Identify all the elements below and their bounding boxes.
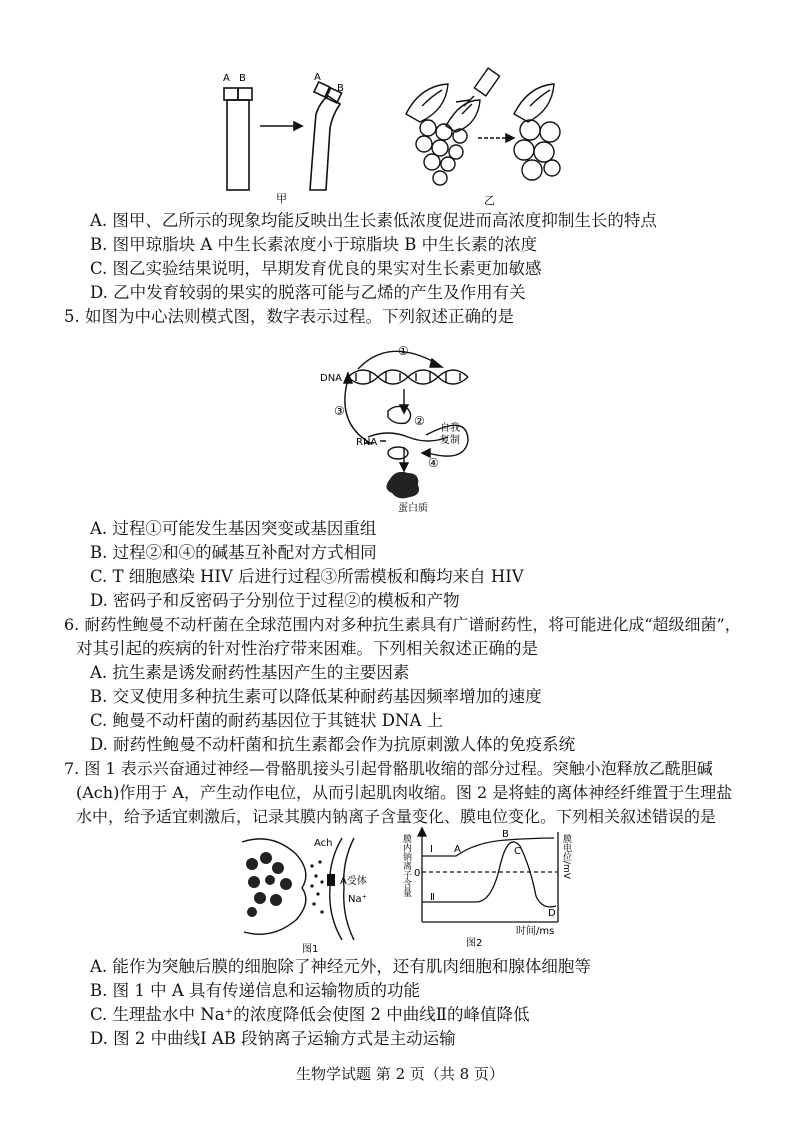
label-point-b: B [502,829,509,840]
label-ach: Ach [314,838,333,849]
label-process-1: ① [398,344,409,358]
q7-option-c: C. 生理盐水中 Na⁺的浓度降低会使图 2 中曲线Ⅱ的峰值降低 [90,1005,530,1024]
q5-stem: 5. 如图为中心法则模式图，数字表示过程。下列叙述正确的是 [64,307,514,326]
q6-option-c: C. 鲍曼不动杆菌的耐药基因位于其链状 DNA 上 [90,711,444,730]
q6-option-d: D. 耐药性鲍曼不动杆菌和抗生素都会作为抗原刺激人体的免疫系统 [90,735,576,754]
label-self-1: 自我 [440,423,460,434]
caption-figure-2: 图2 [466,938,483,949]
q7-stem-line2: (Ach)作用于 A，产生动作电位，从而引起肌肉收缩。图 2 是将蛙的离体神经纤维置于生理盐 [76,783,733,802]
protein-icon [386,472,419,498]
label-dna: DNA [320,373,343,384]
q6-stem-line1: 6. 耐药性鲍曼不动杆菌在全球范围内对多种抗生素具有广谱耐药性，将可能进化成“超级细菌”， [64,615,741,634]
label-protein: 蛋白质 [398,503,428,513]
label-b-jia: B [239,73,246,84]
label-process-4: ④ [428,456,439,470]
label-rna: RNA [356,437,378,448]
q4-option-b: B. 图甲琼脂块 A 中生长素浓度小于琼脂块 B 中生长素的浓度 [90,235,538,254]
caption-yi: 乙 [484,194,495,207]
caption-figure-1: 图1 [302,944,319,954]
q4-option-d: D. 乙中发育较弱的果实的脱落可能与乙烯的产生及作用有关 [90,283,526,302]
label-y-right: 膜电位/mV [561,834,571,879]
q7-option-b: B. 图 1 中 A 具有传递信息和运输物质的功能 [90,981,421,1000]
label-zero: 0 [414,868,421,879]
figure-q4 [210,66,570,208]
q6-option-a: A. 抗生素是诱发耐药性基因产生的主要因素 [90,663,410,682]
label-curve-i: Ⅰ [430,844,433,855]
q5-option-a: A. 过程①可能发生基因突变或基因重组 [90,519,377,538]
label-point-c: C [514,846,521,857]
label-a-bent: A [314,72,321,83]
synaptic-vesicles [246,852,292,917]
q4-option-a: A. 图甲、乙所示的现象均能反映出生长素低浓度促进而高浓度抑制生长的特点 [90,211,657,230]
q5-option-c: C. T 细胞感染 HIV 后进行过程③所需模板和酶均来自 HIV [90,567,524,586]
q6-option-b: B. 交叉使用多种抗生素可以降低某种耐药基因频率增加的速度 [90,687,542,706]
label-self-2: 复制 [440,435,460,446]
q7-stem-line3: 水中，给予适宜刺激后，记录其膜内钠离子含量变化、膜电位变化。下列相关叙述错误的是 [76,807,717,826]
curve-ii [422,842,556,907]
curve-i [422,838,554,856]
q7-option-a: A. 能作为突触后膜的细胞除了神经元外，还有肌肉细胞和腺体细胞等 [90,957,591,976]
label-process-3: ③ [334,404,345,418]
caption-jia: 甲 [276,192,287,205]
label-b-bent: B [337,83,344,94]
q6-stem-line2: 对其引起的疾病的针对性治疗带来困难。下列相关叙述正确的是 [76,639,538,658]
q5-option-d: D. 密码子和反密码子分别位于过程②的模板和产物 [90,591,460,610]
figure-2-graph [396,826,586,954]
label-y-left: 膜内钠离子含量 [401,834,411,897]
label-x-axis: 时间/ms [516,926,555,937]
figure-jia [224,82,342,190]
q4-option-c: C. 图乙实验结果说明，早期发育优良的果实对生长素更加敏感 [90,259,542,278]
label-curve-ii: Ⅱ [430,892,435,903]
label-na: Na⁺ [348,894,367,905]
label-process-2: ② [414,414,425,428]
q7-stem-line1: 7. 图 1 表示兴奋通过神经—骨骼肌接头引起骨骼肌收缩的部分过程。突触小泡释放乙酰胆碱 [64,759,713,778]
label-point-a: A [454,844,461,855]
page-footer: 生物学试题 第 2 页（共 8 页） [296,1065,504,1083]
q7-option-d: D. 图 2 中曲线Ⅰ AB 段钠离子运输方式是主动运输 [90,1029,456,1048]
figure-1-synapse [232,832,392,954]
q5-option-b: B. 过程②和④的碱基互补配对方式相同 [90,543,377,562]
label-receptor: A受体 [340,876,367,887]
figure-yi [406,68,560,185]
receptor-a [327,874,335,886]
label-point-d: D [548,908,556,919]
figure-central-dogma [318,333,488,513]
label-a-jia: A [223,73,230,84]
